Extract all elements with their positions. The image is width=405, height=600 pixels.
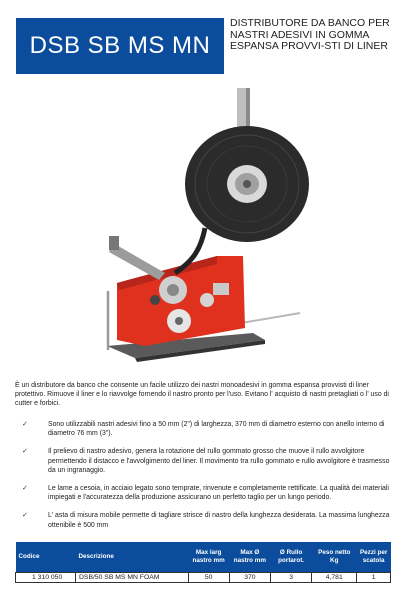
table-row (16, 572, 391, 582)
title-banner (16, 18, 224, 74)
cell-max-diam: 370 (229, 572, 270, 582)
col-header-peso: Peso netto Kg (312, 542, 357, 572)
product-image-dispenser (95, 78, 320, 368)
list-item (22, 484, 392, 502)
list-item (22, 420, 392, 438)
check-icon: ✓ (22, 448, 28, 456)
cell-codice: 1 310 050 (16, 572, 76, 582)
list-item (22, 447, 392, 475)
table-header-row (16, 542, 391, 572)
col-header-descrizione: Descrizione (76, 542, 189, 572)
check-icon: ✓ (22, 512, 28, 520)
check-icon: ✓ (22, 485, 28, 493)
feature-list (22, 420, 392, 539)
spec-table (15, 542, 391, 583)
col-header-rullo: Ø Rullo portarot. (271, 542, 312, 572)
page-subtitle: DISTRIBUTORE DA BANCO PER NASTRI ADESIVI IN GOMMA ESPANSA PROVVI-STI DI LINER (230, 17, 390, 52)
col-header-codice: Codice (16, 542, 76, 572)
list-item (22, 511, 392, 529)
col-header-pezzi: Pezzi per scatola (357, 542, 391, 572)
cell-max-larg: 50 (188, 572, 229, 582)
cell-descrizione: DSB/50 SB MS MN FOAM (76, 572, 189, 582)
col-header-max-larg: Max larg nastro mm (188, 542, 229, 572)
intro-paragraph: È un distributore da banco che consente un facile utilizzo dei nastri monoadesivi in gomma espansa provvisti di liner protettivo. Rimuove il liner e lo riavvolge fornendo il nastro pronto per l'uso. Evitano l' acquisto di nastri pretagliati o l' uso di cutter e forbici. (15, 382, 389, 408)
cell-pezzi: 1 (357, 572, 391, 582)
list-item-text: L' asta di misura mobile permette di tagliare strisce di nastro della lunghezza desiderata. La massima lunghezza ottenibile è 500 mm (48, 512, 390, 529)
list-item-text: Le lame a cesoia, in acciaio legato sono temprate, rinvenute e completamente rettificate. La qualità dei materiali impiegati e l'accuratezza della produzione assicurano un perfetto taglio per un lungo periodo. (48, 485, 389, 502)
check-icon: ✓ (22, 421, 28, 428)
list-item-text: Sono utilizzabili nastri adesivi fino a 50 mm (2") di larghezza, 370 mm di diametro esterno con anello interno di diametro 76 mm (3"). (48, 421, 385, 438)
page-title: DSB SB MS MN (29, 32, 211, 59)
cell-rullo: 3 (271, 572, 312, 582)
cell-peso: 4,781 (312, 572, 357, 582)
list-item-text: Il prelievo di nastro adesivo, genera la rotazione del rullo gommato grosso che muove il rullo avvolgitore permettendo il distacco e l'avvolgimento del liner. Il movimento tra rullo gommato e rullo avvolgitore è trasmesso da un ingranaggio. (48, 448, 390, 474)
col-header-max-diam: Max Ø nastro mm (229, 542, 270, 572)
